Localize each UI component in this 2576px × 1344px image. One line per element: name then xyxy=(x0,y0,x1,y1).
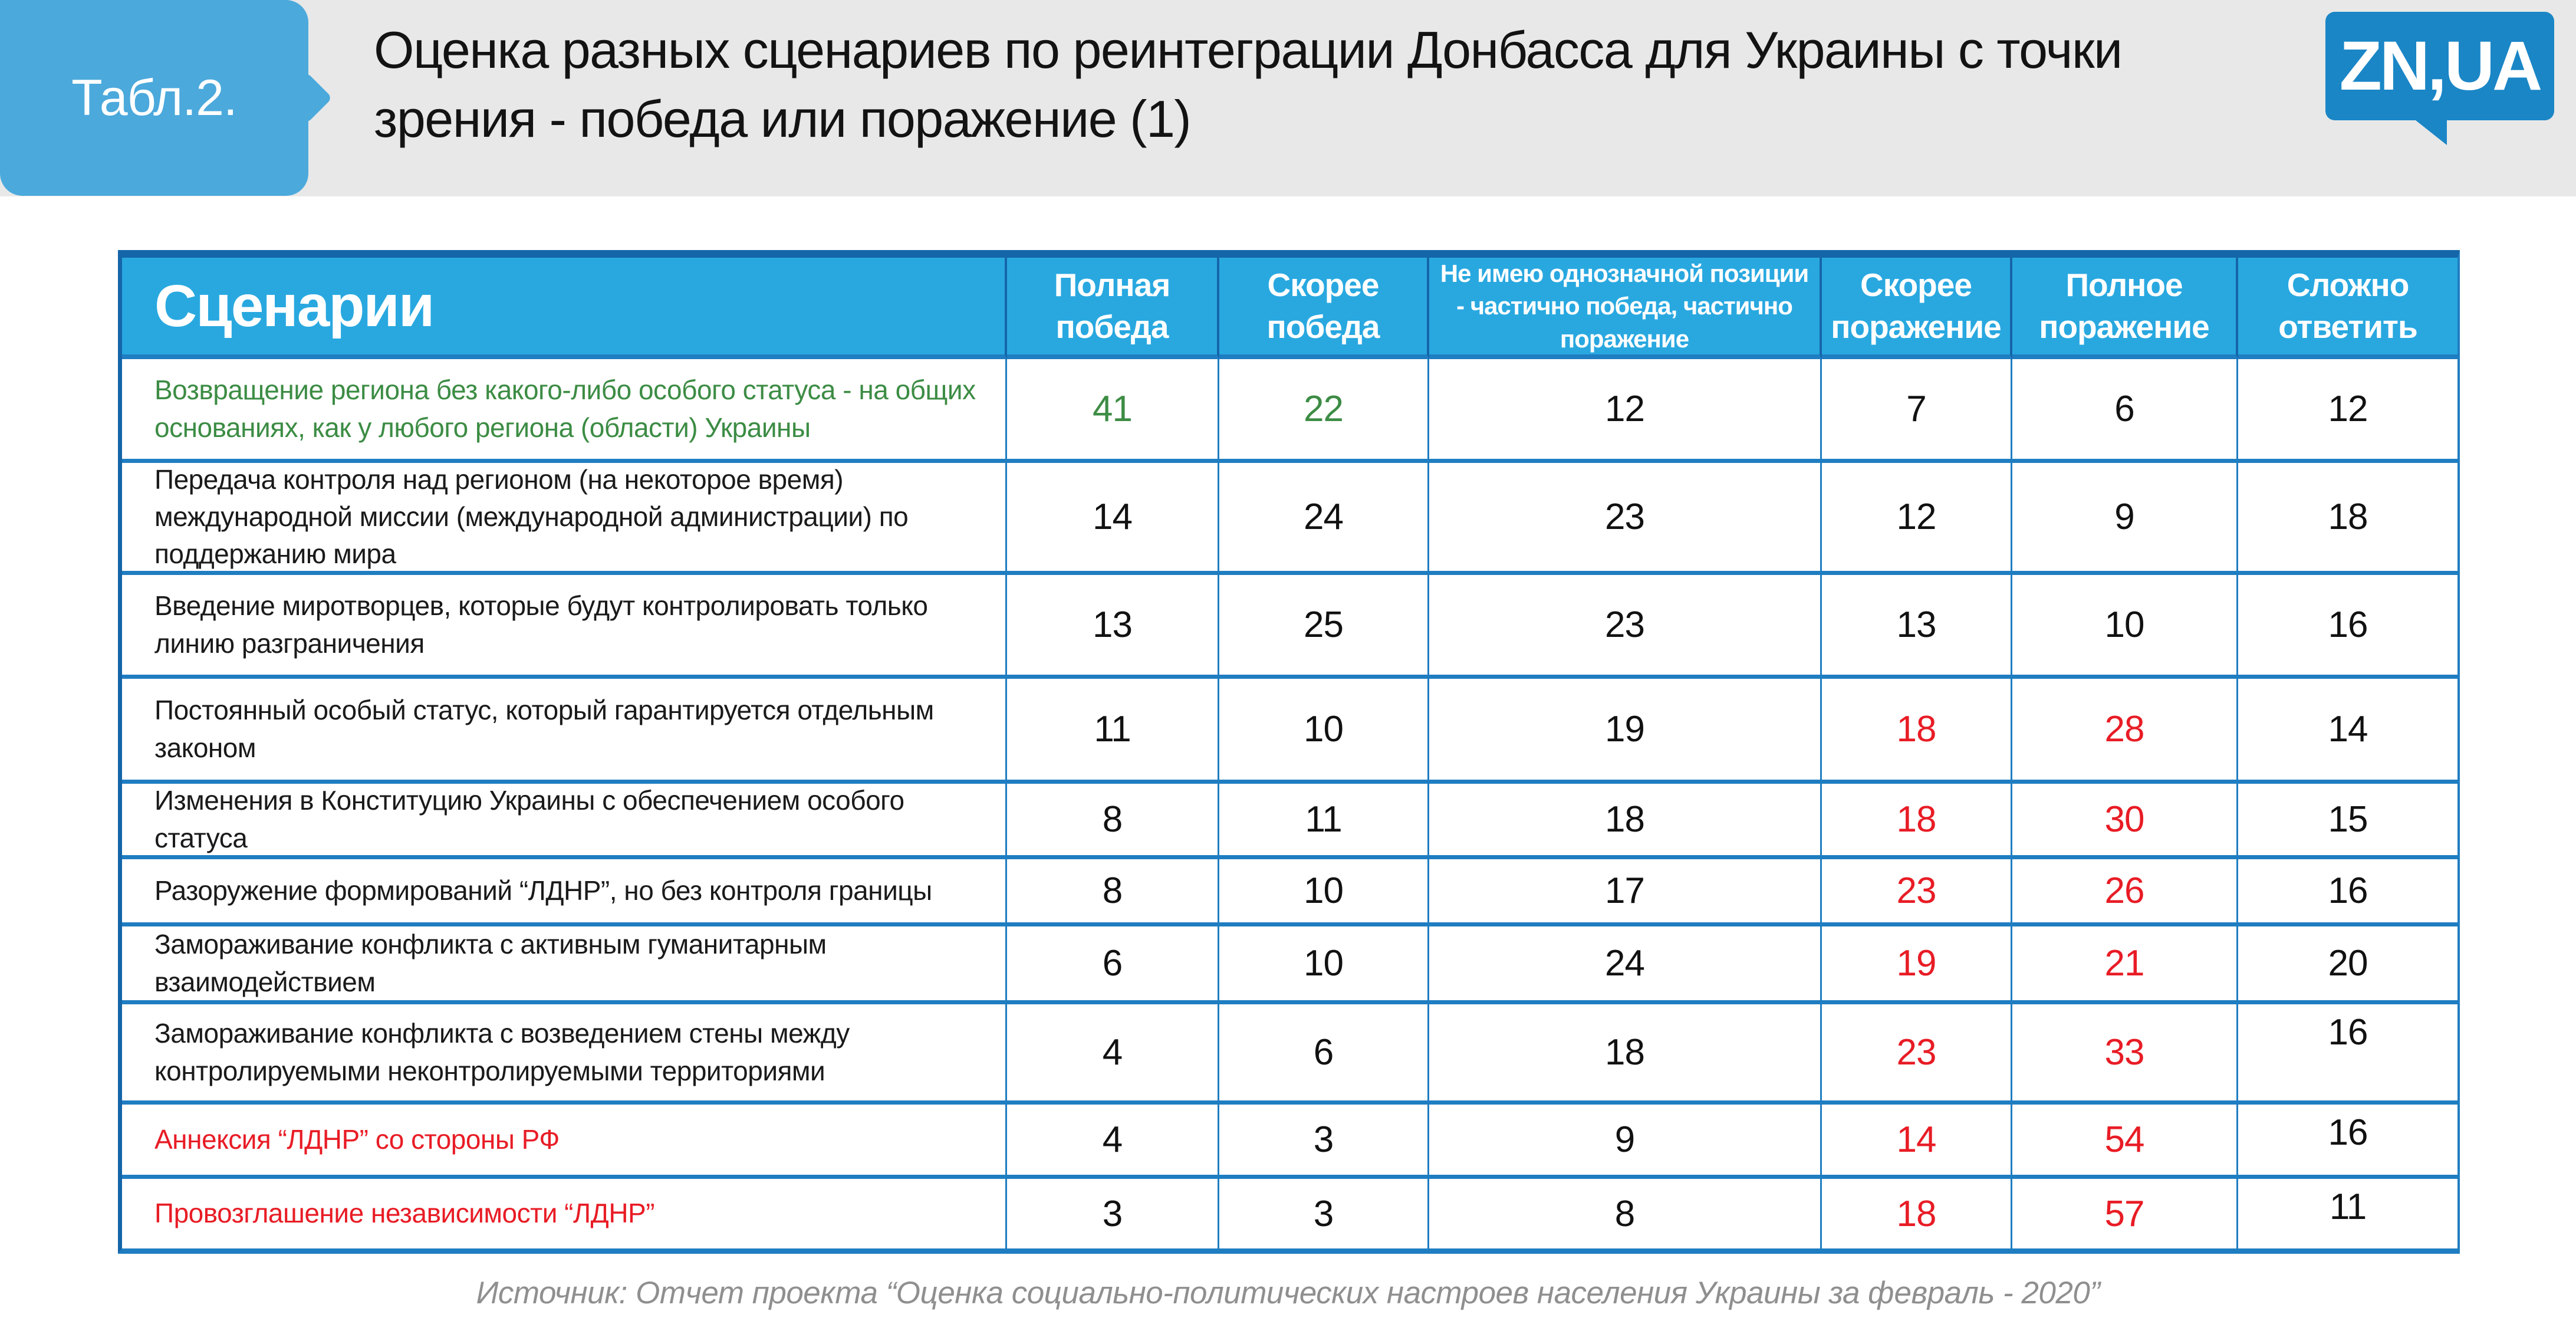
column-header-scenarios: Сценарии xyxy=(122,258,1007,359)
table xyxy=(118,250,2460,1254)
value-cell: 16 xyxy=(2238,575,2457,679)
value-cell: 8 xyxy=(1429,1179,1822,1248)
value-cell: 19 xyxy=(1822,926,2012,1004)
page-title-line2: зрения - победа или поражение (1) xyxy=(374,90,1191,148)
page-title xyxy=(374,15,2308,153)
value-cell: 6 xyxy=(2012,359,2238,463)
value-cell: 11 xyxy=(1219,784,1429,859)
value-cell: 8 xyxy=(1007,859,1219,926)
column-header-no-clear-position: Не имею однозначной позиции - частично победа, частично поражение xyxy=(1429,258,1822,359)
value-cell: 20 xyxy=(2238,926,2457,1004)
scenario-cell: Аннексия “ЛДНР” со стороны РФ xyxy=(122,1105,1007,1179)
value-cell: 10 xyxy=(1219,859,1429,926)
scenario-cell: Замораживание конфликта с активным гуманитарным взаимодействием xyxy=(122,926,1007,1004)
value-cell: 11 xyxy=(1007,679,1219,784)
value-cell: 9 xyxy=(1429,1105,1822,1179)
value-cell: 14 xyxy=(2238,679,2457,784)
scenario-cell: Провозглашение независимости “ЛДНР” xyxy=(122,1179,1007,1248)
value-cell: 21 xyxy=(2012,926,2238,1004)
value-cell: 7 xyxy=(1822,359,2012,463)
value-cell: 33 xyxy=(2012,1004,2238,1105)
value-cell: 18 xyxy=(2238,463,2457,575)
scenario-cell: Введение миротворцев, которые будут контролировать только линию разграничения xyxy=(122,575,1007,679)
value-cell: 3 xyxy=(1007,1179,1219,1248)
value-cell: 3 xyxy=(1219,1179,1429,1248)
column-header-hard-to-answer: Сложно ответить xyxy=(2238,258,2457,359)
page-title-line1: Оценка разных сценариев по реинтеграции Донбасса для Украины с точки xyxy=(374,21,2122,79)
value-cell: 41 xyxy=(1007,359,1219,463)
value-cell: 24 xyxy=(1429,926,1822,1004)
value-cell: 23 xyxy=(1429,463,1822,575)
value-cell: 13 xyxy=(1007,575,1219,679)
scenario-cell: Возвращение региона без какого-либо особого статуса - на общих основаниях, как у любого региона (области) Украины xyxy=(122,359,1007,463)
column-header-full-defeat: Полное поражение xyxy=(2012,258,2238,359)
value-cell: 12 xyxy=(1429,359,1822,463)
source-note: Источник: Отчет проекта “Оценка социально-политических настроев населения Украины за февраль - 2020” xyxy=(476,1276,2100,1310)
table-number-label: Табл.2. xyxy=(71,69,237,126)
value-cell: 14 xyxy=(1822,1105,2012,1179)
value-cell: 16 xyxy=(2238,1004,2457,1105)
value-cell: 13 xyxy=(1822,575,2012,679)
value-cell: 18 xyxy=(1429,784,1822,859)
value-cell: 9 xyxy=(2012,463,2238,575)
value-cell: 24 xyxy=(1219,463,1429,575)
value-cell: 23 xyxy=(1822,859,2012,926)
value-cell: 14 xyxy=(1007,463,1219,575)
scenario-cell: Передача контроля над регионом (на некоторое время) международной миссии (международной администрации) по поддержанию мира xyxy=(122,463,1007,575)
column-header-rather-defeat: Скорее поражение xyxy=(1822,258,2012,359)
column-header-rather-victory: Скорее победа xyxy=(1219,258,1429,359)
value-cell: 18 xyxy=(1429,1004,1822,1105)
scenario-cell: Постоянный особый статус, который гарантируется отдельным законом xyxy=(122,679,1007,784)
value-cell: 23 xyxy=(1429,575,1822,679)
value-cell: 57 xyxy=(2012,1179,2238,1248)
value-cell: 15 xyxy=(2238,784,2457,859)
value-cell: 30 xyxy=(2012,784,2238,859)
value-cell: 6 xyxy=(1007,926,1219,1004)
value-cell: 19 xyxy=(1429,679,1822,784)
value-cell: 18 xyxy=(1822,784,2012,859)
znua-logo xyxy=(2325,12,2554,120)
value-cell: 25 xyxy=(1219,575,1429,679)
value-cell: 11 xyxy=(2329,1187,2367,1227)
value-cell: 4 xyxy=(1007,1105,1219,1179)
value-cell: 28 xyxy=(2012,679,2238,784)
value-cell: 54 xyxy=(2012,1105,2238,1179)
value-cell: 22 xyxy=(1219,359,1429,463)
value-cell: 4 xyxy=(1007,1004,1219,1105)
znua-logo-text: ZN,UA xyxy=(2339,27,2541,105)
value-cell: 26 xyxy=(2012,859,2238,926)
value-cell: 10 xyxy=(2012,575,2238,679)
scenario-cell: Разоружение формирований “ЛДНР”, но без контроля границы xyxy=(122,859,1007,926)
value-cell: 12 xyxy=(1822,463,2012,575)
value-cell: 3 xyxy=(1219,1105,1429,1179)
value-cell: 10 xyxy=(1219,679,1429,784)
value-cell: 12 xyxy=(2238,359,2457,463)
table-number-tag xyxy=(0,0,308,196)
value-cell: 6 xyxy=(1219,1004,1429,1105)
value-cell: 16 xyxy=(2238,859,2457,926)
value-cell: 18 xyxy=(1822,1179,2012,1248)
scenario-cell: Замораживание конфликта с возведением стены между контролируемыми неконтролируемыми территориями xyxy=(122,1004,1007,1105)
value-cell: 17 xyxy=(1429,859,1822,926)
column-header-full-victory: Полная победа xyxy=(1007,258,1219,359)
scenario-cell: Изменения в Конституцию Украины с обеспечением особого статуса xyxy=(122,784,1007,859)
value-cell: 16 xyxy=(2238,1105,2457,1179)
value-cell: 10 xyxy=(1219,926,1429,1004)
value-cell: 8 xyxy=(1007,784,1219,859)
value-cell: 18 xyxy=(1822,679,2012,784)
value-cell: 23 xyxy=(1822,1004,2012,1105)
